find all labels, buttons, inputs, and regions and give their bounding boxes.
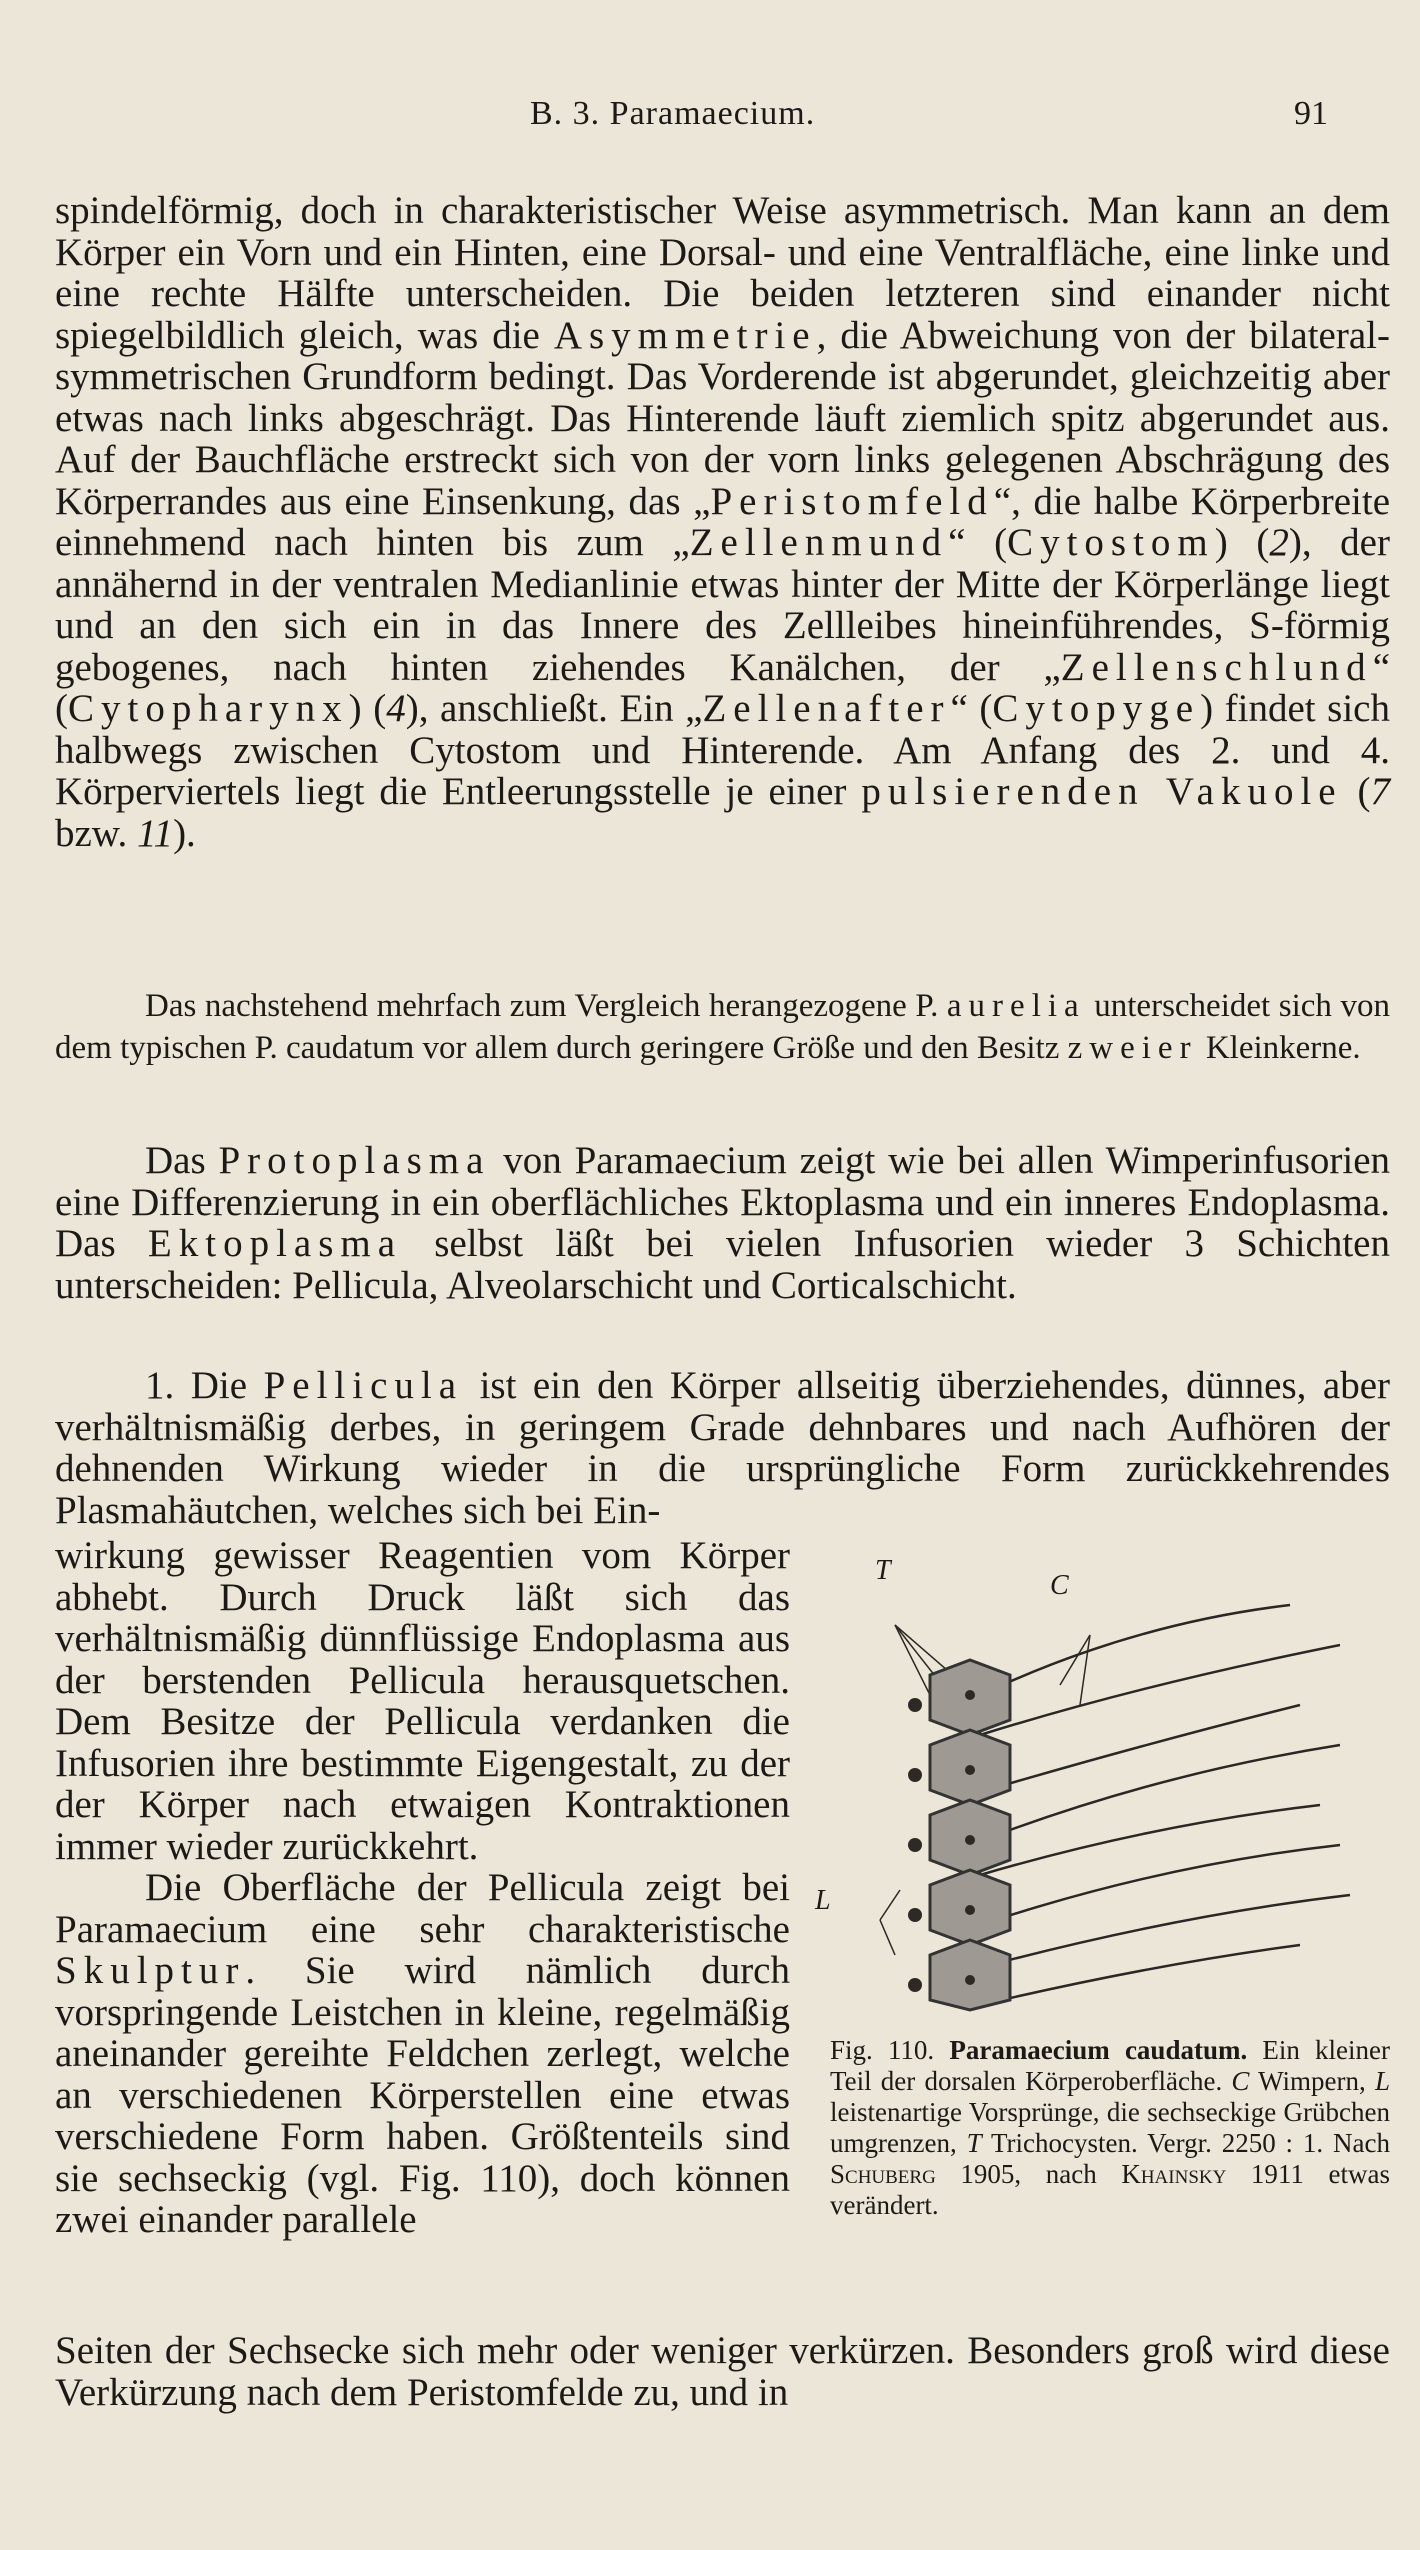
paragraph-continuation [55, 2330, 1390, 2413]
emphasis: Zellenschlund [1060, 645, 1373, 689]
paragraph-text: Seiten der Sechsecke sich mehr oder weniger verkürzen. Besonders groß wird diese Verkürzung nach dem Peristomfelde zu, und in [55, 2329, 1390, 2414]
emphasis: Ektoplasma [147, 1222, 403, 1265]
paragraph-text: spindelförmig, doch in charakteristischer Weise asymmetrisch. Man kann an dem Körper ein Vorn und ein Hinten, eine Dorsal- und eine Ventralfläche, eine linke und eine rechte Hälfte unterscheiden. Die beiden letzteren sind einander nicht spiegelbildlich gleich, was die Asymmetrie, die Abweichung von der bilateral-symmetrischen Grundform bedingt. Das Vorderende ist abgerundet, gleichzeitig aber etwas nach links abgeschrägt. Das Hinterende läuft ziemlich spitz abgerundet aus. Auf der Bauchfläche erstreckt sich von der vorn links gelegenen Abschrägung des Körperrandes aus eine Einsenkung, das „Peristomfeld“, die halbe Körperbreite einnehmend nach hinten bis zum „Zellenmund“ (Cytostom) (2), der annähernd in der ventralen Medianlinie etwas hinter der Mitte der Körperlänge liegt und an den sich ein in das Innere des Zellleibes hineinführendes, S-förmig gebogenes, nach hinten ziehendes Kanälchen, der „Zellenschlund“ (Cytopharynx) (4), anschließt. Ein „Zellenafter“ (Cytopyge) findet sich halbwegs zwischen Cytostom und Hinterende. Am Anfang des 2. und 4. Körperviertels liegt die Entleerungsstelle je einer pulsierenden Vakuole (7 bzw. 11). [55, 189, 1391, 855]
emphasis: Zellenmund [689, 521, 949, 564]
paragraph-body-2 [55, 1140, 1390, 1306]
figure-label-t: T [875, 1555, 891, 1586]
figure-label-c: C [1050, 1570, 1069, 1601]
emphasis: Asymmetrie [553, 313, 817, 357]
figure-caption: Fig. 110. Paramaecium caudatum. Ein kleiner Teil der dorsalen Körperoberfläche. C Wimpern, L leistenartige Vorsprünge, die sechseckige Grübchen umgrenzen, T Trichocysten. Vergr. 2250 : 1. Nach Schuberg 1905, nach Khainsky 1911 etwas verändert. [830, 2035, 1390, 2220]
caption-title: Paramaecium caudatum. [949, 2035, 1248, 2065]
page-header [80, 95, 1350, 145]
figure-110 [815, 1545, 1380, 2015]
left-column-text [55, 1535, 790, 2241]
emphasis: Cytopharynx [68, 687, 349, 730]
emphasis: Cytostom [1007, 521, 1215, 564]
paragraph-text: Das Protoplasma von Paramaecium zeigt wie bei allen Wimperinfusorien eine Differenzierung in ein oberflächliches Ektoplasma und ein inneres Endoplasma. Das Ektoplasma selbst läßt bei vielen Infusorien wieder 3 Schichten unterscheiden: Pellicula, Alveolarschicht und Corticalschicht. [55, 1139, 1391, 1307]
note-text: Das nachstehend mehrfach zum Vergleich herangezogene P. aurelia unterscheidet sich von dem typischen P. caudatum vor allem durch geringere Größe und den Besitz zweier Kleinkerne. [55, 988, 1390, 1066]
emphasis: zweier [1067, 1030, 1198, 1066]
small-print-note [55, 985, 1390, 1069]
paragraph-text: wirkung gewisser Reagentien vom Körper abhebt. Durch Druck läßt sich das verhältnismäßig dünnflüssige Endoplasma aus der berstenden Pellicula herausquetschen. Dem Besitze der Pellicula verdanken die Infusorien ihre bestimmte Eigengestalt, zu der der Körper nach etwaigen Kontraktionen immer wieder zurückkehrt. [55, 1534, 790, 1868]
paragraph-body-1 [55, 190, 1390, 854]
page-number: 91 [1294, 95, 1328, 132]
emphasis: Cytopyge [992, 687, 1201, 730]
emphasis: Zellenafter [702, 687, 951, 730]
emphasis: aurelia [946, 988, 1086, 1024]
paragraph-text: 1. Die Pellicula ist ein den Körper allseitig überziehendes, dünnes, aber verhältnismäßig derbes, in geringem Grade dehnbares und nach Aufhören der dehnenden Wirkung wieder in die ursprüngliche Form zurückkehrendes Plasmahäutchen, welches sich bei Ein- [55, 1364, 1391, 1532]
emphasis: Skulptur [55, 1949, 246, 1992]
paragraph-body-3 [55, 1365, 1390, 1531]
emphasis: pulsierenden Vakuole [861, 770, 1343, 813]
paragraph-text: Die Oberfläche der Pellicula zeigt bei Paramaecium eine sehr charakteristische Skulptur. Sie wird nämlich durch vorspringende Leistchen in kleine, regelmäßig aneinander gereihte Feldchen zerlegt, welche an verschiedenen Körperstellen eine etwas verschiedene Form haben. Größtenteils sind sie sechseckig (vgl. Fig. 110), doch können zwei einander parallele [55, 1866, 790, 2241]
figure-label-l: L [815, 1885, 831, 1916]
pellicula-illustration [820, 1545, 1380, 2015]
running-head: B. 3. Paramaecium. [530, 95, 816, 132]
emphasis: Peristomfeld [710, 479, 994, 523]
emphasis: Pellicula [263, 1364, 464, 1407]
emphasis: Protoplasma [218, 1139, 491, 1182]
